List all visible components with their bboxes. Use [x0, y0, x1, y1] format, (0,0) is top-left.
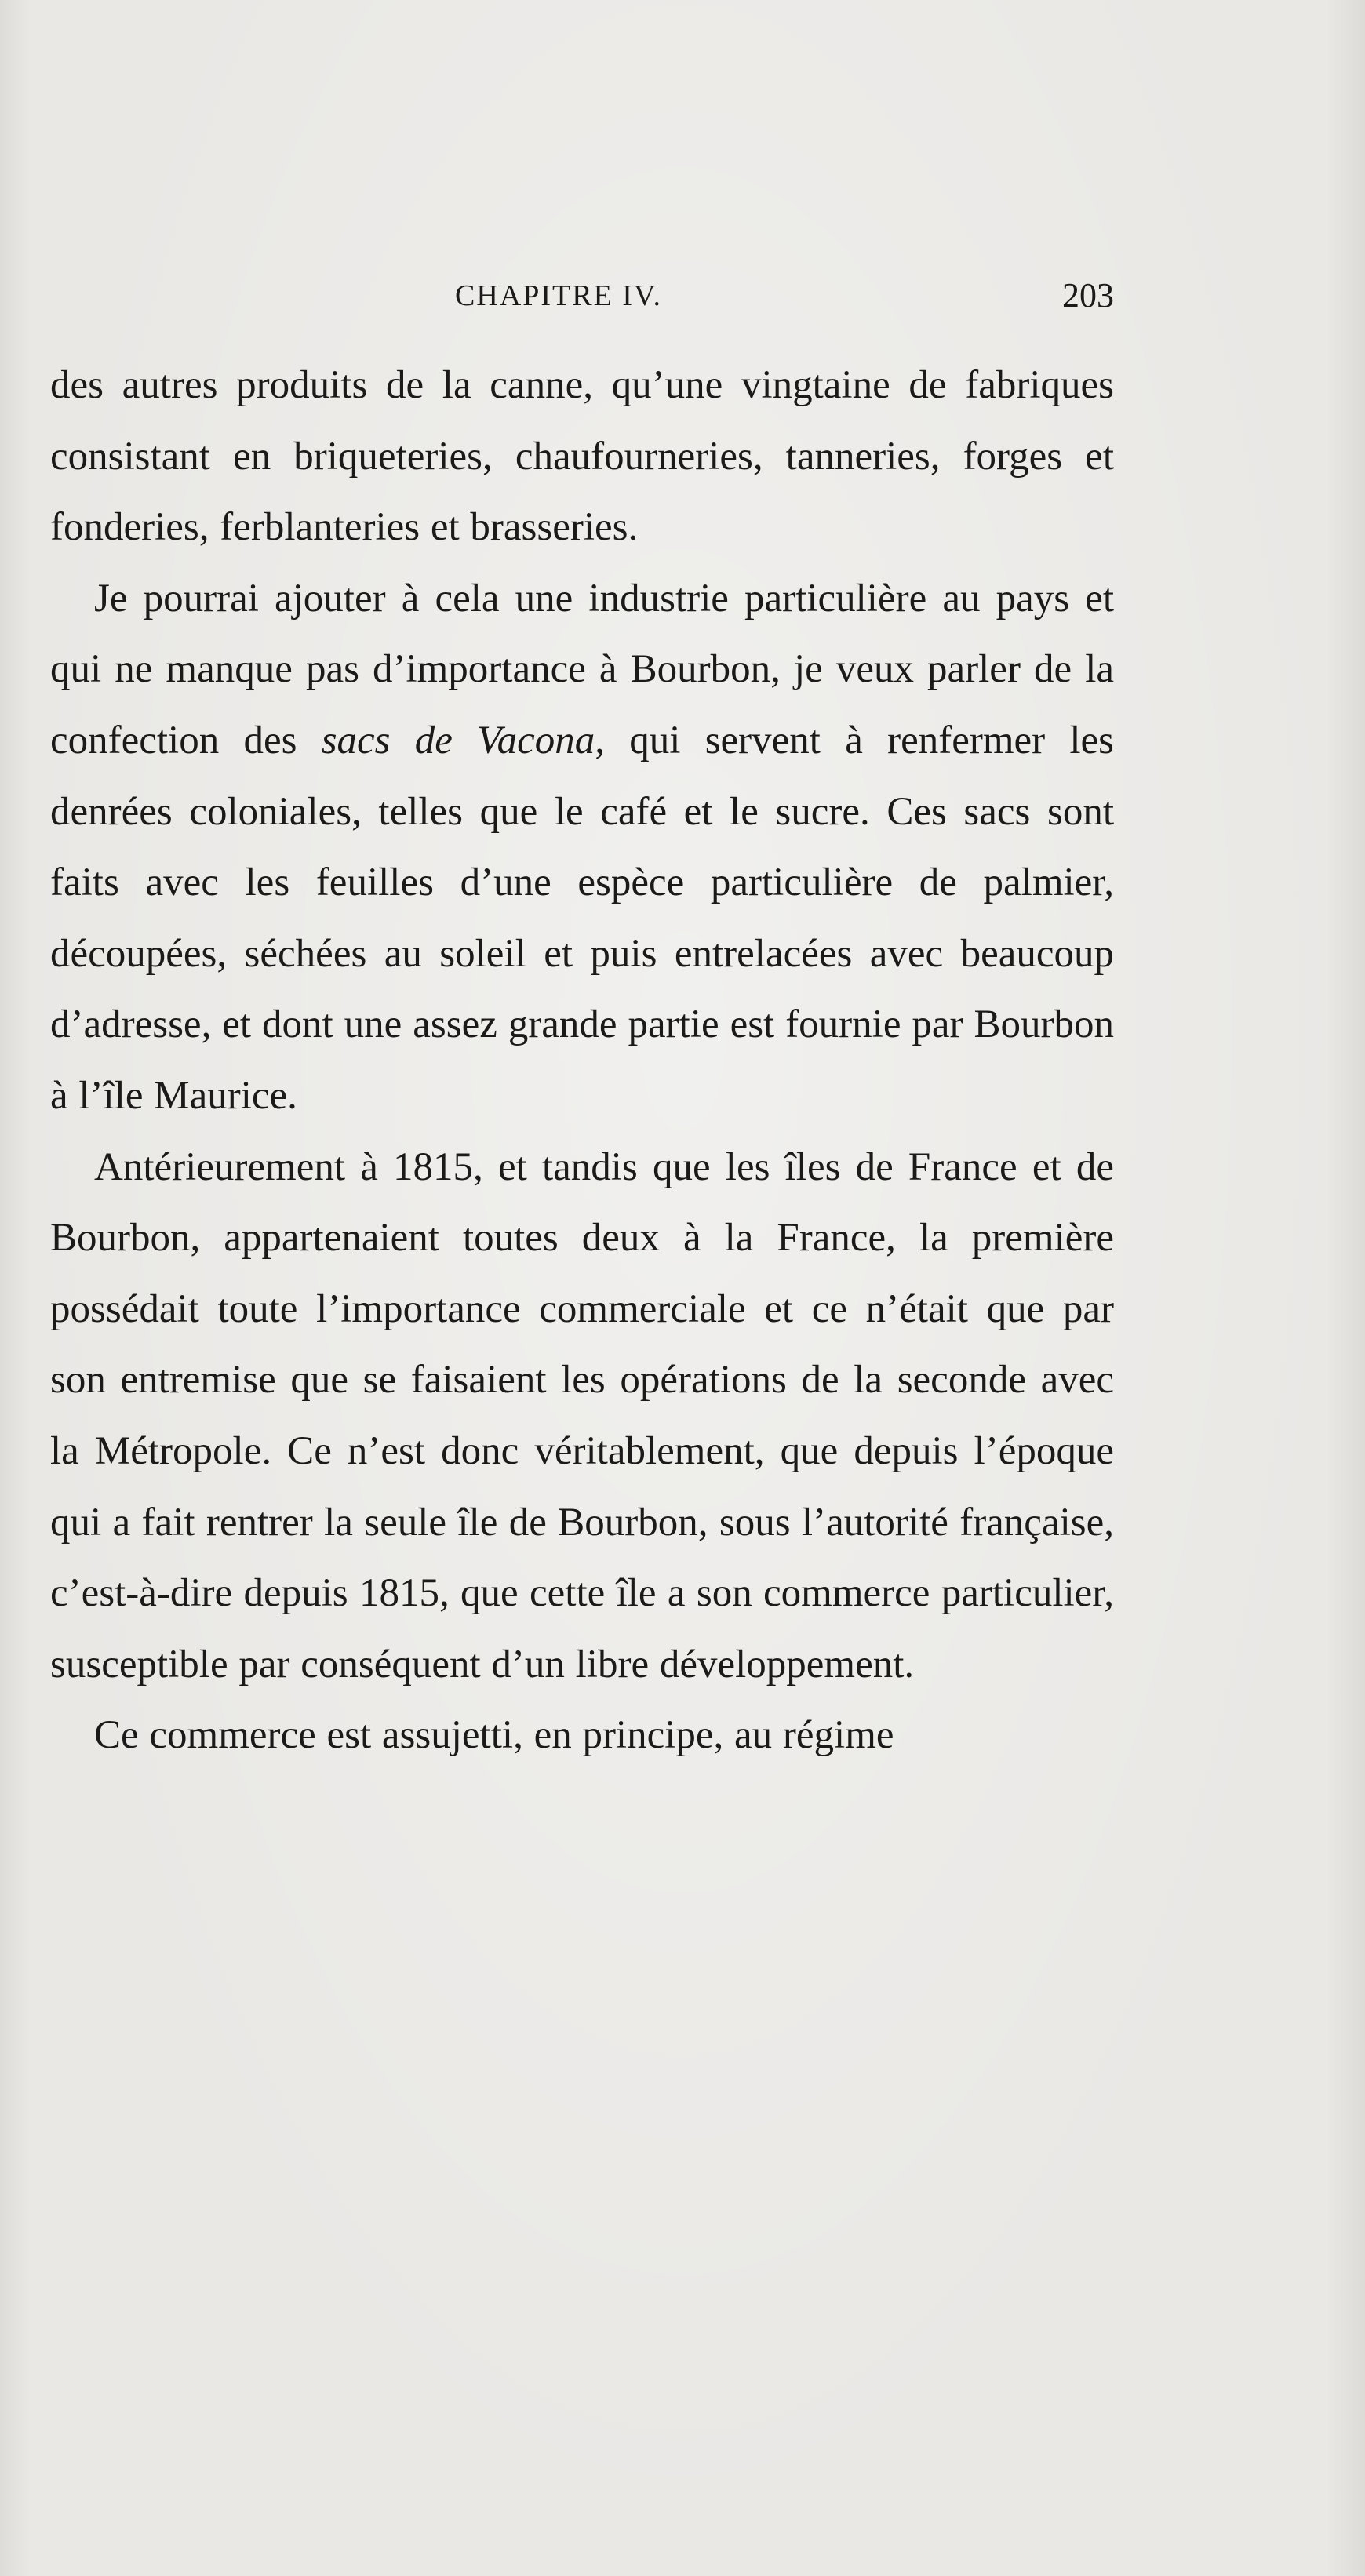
paragraph-2-italic-term: sacs de Vacona [321, 718, 595, 762]
paragraph-4: Ce commerce est assujetti, en principe, au régime [94, 1713, 894, 1758]
running-head: CHAPITRE IV. [455, 279, 662, 312]
paragraph-2-text-after: , qui servent à renfermer les denrées coloniales, telles que le café et le sucre. Ces sacs sont faits avec les feuilles d’une espèce particulière de palmier, découpées, séchées au soleil et puis entrelacées avec beaucoup d’adresse, et dont une assez grande partie est fournie par Bourbon à l’île Maurice. [50, 718, 1114, 1118]
paragraph-1: des autres produits de la canne, qu’une vingtaine de fabriques consistant en briqueteries, chaufourneries, tanneries, forges et fonderies, ferblanteries et brasseries. [50, 363, 1114, 550]
page-number: 203 [1062, 276, 1114, 315]
body-text [50, 350, 1114, 1771]
paragraph-2 [50, 563, 1114, 1132]
paragraph-2-text-before: Je pourrai ajouter à cela une industrie particulière au pays et qui ne manque pas d’importance à Bourbon, je veux parler de la confection des [50, 576, 1114, 762]
page-header [50, 276, 1114, 323]
paragraph-3: Antérieurement à 1815, et tandis que les îles de France et de Bourbon, appartenaient toutes deux à la France, la première possédait toute l’importance commerciale et ce n’était que par son entremise que se faisaient les opérations de la seconde avec la Métropole. Ce n’est donc véritablement, que depuis l’époque qui a fait rentrer la seule île de Bourbon, sous l’autorité française, c’est-à-dire depuis 1815, que cette île a son commerce particulier, susceptible par conséquent d’un libre développement. [50, 1144, 1114, 1686]
